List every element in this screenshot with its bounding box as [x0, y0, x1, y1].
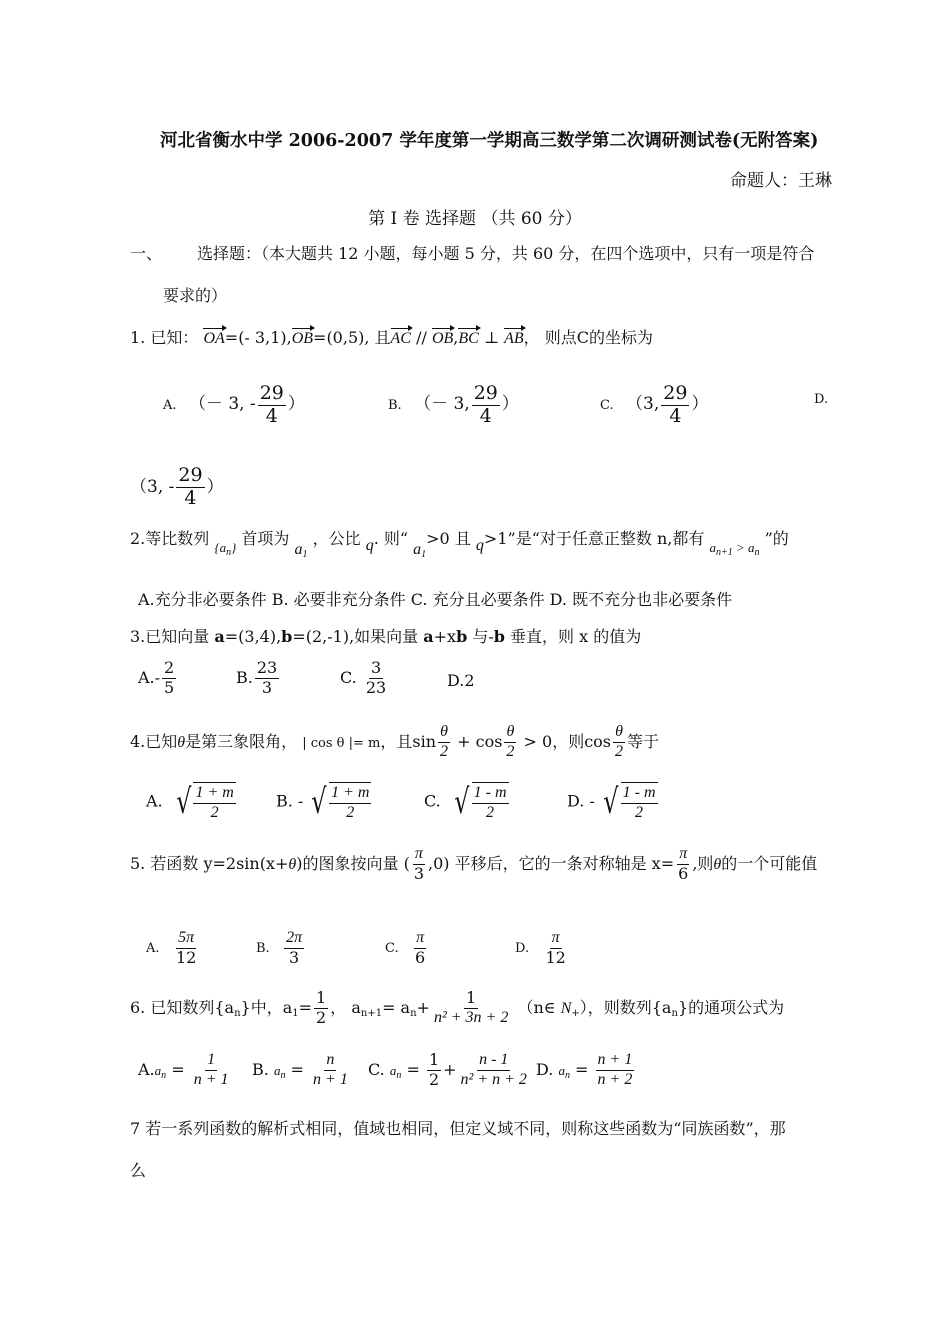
option-label: A. — [146, 791, 163, 811]
intro-line2: 要求的） — [163, 286, 228, 305]
q2-options: A.充分非必要条件 B. 必要非充分条件 C. 充分且必要条件 D. 既不充分也非必要条件 — [138, 590, 733, 609]
option-label: D. — [515, 940, 530, 956]
equals: = — [569, 1059, 594, 1079]
denominator: 2 — [316, 1007, 327, 1027]
numerator: 1 - m — [621, 785, 658, 804]
numerator: 29 — [259, 382, 284, 404]
vector-a: a — [214, 627, 225, 646]
sin: sin — [412, 731, 437, 751]
numerator: 1 — [205, 1052, 217, 1071]
numerator: 1 — [316, 988, 327, 1007]
q1-eq2: =(0,5), 且 — [313, 328, 391, 347]
q1-eq1: =(- 3,1), — [224, 328, 292, 347]
denominator: 2 — [428, 1069, 440, 1089]
denominator: 3 — [289, 947, 300, 967]
denominator: 4 — [479, 404, 492, 427]
denominator: 12 — [175, 947, 197, 967]
option-close: ） — [691, 393, 709, 414]
a1 — [413, 541, 426, 558]
q5-text: )的图象按向量 ( — [296, 853, 410, 873]
fraction — [621, 782, 658, 822]
fraction — [459, 1052, 529, 1089]
numerator: θ — [438, 724, 450, 743]
fraction — [432, 990, 510, 1027]
intro-number: 一、 — [130, 244, 163, 263]
fraction — [258, 384, 286, 427]
fraction — [192, 1052, 231, 1089]
q4-option-a — [146, 782, 238, 822]
option-label: B. — [256, 940, 270, 956]
equals: = — [401, 1059, 425, 1079]
denominator: 6 — [415, 947, 426, 967]
q5-text: ,0) 平移后，它的一条对称轴是 x= — [428, 853, 675, 873]
subscript: 1 — [292, 1007, 299, 1019]
var-a: a — [273, 1062, 281, 1078]
fraction — [176, 466, 204, 509]
fraction — [193, 782, 235, 822]
subscript: 1 — [421, 549, 427, 560]
option-label: C. — [368, 1059, 385, 1079]
vector-ob-2: OB — [431, 330, 454, 347]
q3-option-a — [138, 660, 178, 697]
theta: θ — [288, 855, 297, 873]
subscript: n+1 — [360, 1007, 383, 1019]
q6-option-b — [252, 1052, 352, 1089]
fraction — [661, 384, 689, 427]
numerator: 3 — [370, 658, 382, 677]
q1-lead: 1. 已知： — [130, 328, 199, 347]
option-label: B. — [252, 1059, 269, 1079]
gt: > — [732, 540, 748, 555]
option-close: ） — [501, 393, 519, 414]
denominator: n + 2 — [597, 1070, 633, 1088]
q1-option-d-label: D. — [814, 392, 829, 407]
question-7-line1: 7 若一系列函数的解析式相同，值域也相同，但定义域不同，则称这些函数为“同族函数”，那 — [130, 1119, 786, 1138]
option-label: D. - — [567, 791, 595, 811]
question-5 — [130, 846, 817, 883]
fraction — [412, 846, 426, 883]
subscript: + — [571, 1007, 580, 1019]
gt-zero: > 0 — [518, 731, 553, 751]
option-label: C. — [600, 397, 614, 413]
q6-option-d — [536, 1052, 636, 1089]
option-label: B. — [236, 667, 253, 687]
perp-symbol: ⊥ — [483, 328, 499, 347]
q4-option-c — [424, 782, 511, 822]
numerator: π — [414, 930, 426, 949]
plus: + — [416, 997, 430, 1017]
subscript: n — [226, 547, 232, 558]
radical-icon: √ — [603, 781, 619, 822]
numerator: n + 1 — [596, 1052, 635, 1071]
vector-bc: BC — [458, 330, 479, 347]
numerator: 29 — [473, 382, 498, 404]
numerator: π — [677, 846, 689, 865]
q2-text: ，公比 — [312, 529, 361, 548]
q5-option-d — [515, 930, 570, 967]
q5-text: ,则 — [692, 853, 714, 873]
ratio-q: q — [475, 537, 484, 554]
option-label: D. — [536, 1059, 554, 1079]
vector-ob: OB — [291, 330, 314, 347]
var: a — [294, 541, 303, 558]
numerator: 1 — [466, 988, 477, 1007]
q4-text: 4.已知 — [130, 731, 178, 751]
option-label: C. — [340, 667, 357, 687]
cos: cos — [584, 731, 612, 751]
q1-tail: ， 则点C的坐标为 — [523, 328, 653, 347]
sqrt — [451, 782, 511, 822]
numerator: π — [413, 846, 425, 865]
natural-set: N — [560, 999, 572, 1017]
numerator: 29 — [178, 464, 203, 486]
q5-option-a — [146, 930, 200, 967]
option-label: C. — [424, 791, 441, 811]
subscript: n — [396, 1069, 402, 1081]
q1-option-c — [600, 384, 708, 427]
denominator: 2 — [346, 803, 355, 821]
q1-option-d — [130, 466, 224, 509]
denominator: 5 — [164, 677, 175, 697]
q3-text: +x — [433, 627, 457, 646]
denominator: 2 — [440, 742, 449, 760]
numerator: θ — [504, 724, 516, 743]
author: 命题人：王琳 — [730, 171, 832, 191]
q4-text: ，且 — [380, 731, 413, 751]
sequence-an — [214, 540, 237, 558]
numerator: n — [324, 1052, 336, 1071]
var: a — [747, 540, 755, 555]
q6-text: （n∈ — [517, 997, 561, 1017]
denominator: 12 — [545, 947, 566, 967]
q1-comma: , — [453, 328, 459, 347]
var-a: a — [154, 1062, 162, 1078]
q5-option-c — [385, 930, 429, 967]
ratio-q: q — [365, 537, 374, 554]
var-a: a — [558, 1062, 565, 1078]
option-label: B. - — [276, 791, 304, 811]
fraction — [596, 1052, 635, 1089]
numerator: θ — [613, 724, 625, 743]
subscript: n — [234, 1007, 241, 1019]
fraction — [676, 846, 690, 883]
numerator: 2 — [164, 658, 175, 677]
denominator: 4 — [265, 404, 278, 427]
denominator: 4 — [184, 486, 197, 509]
var-a: a — [389, 1062, 397, 1078]
option-text: （－ 3, - — [188, 393, 256, 414]
denominator: n² + 3n + 2 — [433, 1008, 509, 1026]
theta: θ — [177, 733, 186, 751]
q5-text: 5. 若函数 y=2sin(x+ — [130, 853, 289, 873]
equals: = — [298, 997, 313, 1017]
fraction — [472, 384, 500, 427]
denominator: 2 — [615, 742, 624, 760]
q4-text: 等于 — [627, 731, 660, 751]
q3-text: =(2,-1),如果向量 — [292, 627, 424, 646]
q4-text: ，则 — [552, 731, 585, 751]
numerator: 1 — [428, 1050, 440, 1069]
q4-option-b — [276, 782, 373, 822]
page-title: 河北省衡水中学 2006-2007 学年度第一学期高三数学第二次调研测试卷(无附答案) — [160, 131, 819, 151]
set-close: } — [231, 540, 237, 555]
denominator: n + 1 — [313, 1070, 348, 1088]
option-label: A. — [146, 940, 160, 956]
fraction — [284, 930, 304, 967]
subscript: n — [280, 1069, 286, 1081]
numerator: π — [550, 930, 562, 949]
fraction — [504, 724, 516, 761]
sqrt — [308, 782, 373, 822]
numerator: 2π — [284, 930, 304, 949]
fraction — [438, 724, 450, 761]
denominator: n + 1 — [193, 1070, 229, 1088]
var: a — [413, 541, 422, 558]
fraction — [329, 782, 371, 822]
q4-text: 是第三象限角， — [185, 731, 298, 751]
subscript: n — [161, 1069, 167, 1081]
vector-oa: OA — [203, 330, 225, 347]
option-text: （3, — [626, 393, 660, 414]
option-text: （3, - — [130, 476, 175, 497]
q2-text: . 则“ — [373, 529, 409, 548]
question-6 — [130, 990, 784, 1027]
subscript: n — [564, 1069, 570, 1081]
radical-icon: √ — [454, 781, 470, 822]
option-label: A. — [163, 397, 177, 413]
fraction — [174, 930, 198, 967]
equals: = — [166, 1059, 190, 1079]
subscript: n — [671, 1007, 678, 1019]
option-close: ） — [206, 476, 224, 497]
option-label: A.- — [138, 667, 161, 687]
denominator: 3 — [261, 677, 273, 697]
option-label: C. — [385, 940, 399, 956]
sqrt — [600, 782, 660, 822]
q2-text: 2.等比数列 — [130, 529, 210, 548]
q2-text: ”的 — [764, 529, 789, 548]
question-4 — [130, 724, 659, 761]
q2-text: >0 且 — [426, 529, 471, 548]
denominator: 23 — [365, 677, 387, 697]
option-label: A. — [138, 1059, 155, 1079]
denominator: 2 — [635, 803, 644, 821]
option-close: ） — [287, 393, 305, 414]
q2-text: >1”是“对于任意正整数 n,都有 — [483, 529, 705, 548]
fraction — [472, 782, 509, 822]
abs-cos: | cos θ |= m — [302, 735, 381, 751]
question-7-line2: 么 — [130, 1161, 147, 1180]
question-2 — [130, 526, 789, 560]
vector-b: b — [456, 627, 468, 646]
equals: = — [285, 1059, 310, 1079]
sqrt — [173, 782, 238, 822]
q3-text: 垂直，则 x 的值为 — [504, 627, 642, 646]
vector-b: b — [493, 627, 505, 646]
fraction — [544, 930, 568, 967]
subscript: 1 — [302, 549, 308, 560]
denominator: 2 — [506, 742, 515, 760]
section-heading: 第 I 卷 选择题 （共 60 分） — [368, 209, 582, 229]
numerator: 23 — [256, 658, 278, 677]
denominator: 6 — [678, 863, 689, 883]
denominator: 3 — [413, 863, 424, 883]
fraction — [413, 930, 427, 967]
fraction — [427, 1052, 441, 1089]
vector-ac: AC — [390, 330, 411, 347]
q1-option-a — [163, 384, 305, 427]
q6-text: 6. 已知数列{a — [130, 997, 235, 1017]
numerator: 29 — [663, 382, 688, 404]
inequality — [709, 540, 760, 558]
q3-text: =(3,4), — [224, 627, 282, 646]
numerator: 1 + m — [193, 785, 235, 804]
denominator: 4 — [669, 404, 682, 427]
q2-text: 首项为 — [241, 529, 290, 548]
intro-line1: 选择题：（本大题共 12 小题，每小题 5 分，共 60 分，在四个选项中，只有一项是符合 — [197, 244, 815, 263]
radical-icon: √ — [311, 781, 327, 822]
numerator: 5π — [176, 930, 196, 949]
var: a — [709, 540, 716, 555]
fraction — [255, 660, 279, 697]
fraction — [314, 990, 328, 1027]
q6-text: = a — [382, 997, 411, 1017]
vector-a: a — [423, 627, 434, 646]
q6-text: ， a — [330, 997, 361, 1017]
question-1 — [130, 325, 653, 348]
q3-text: 与- — [467, 627, 494, 646]
q3-text: 3.已知向量 — [130, 627, 215, 646]
vector-b: b — [281, 627, 293, 646]
denominator: n² + n + 2 — [460, 1070, 527, 1088]
option-label: B. — [388, 397, 402, 413]
numerator: 1 - m — [472, 785, 509, 804]
question-3 — [130, 624, 641, 647]
q5-text: 的一个可能值 — [721, 853, 818, 873]
q1-option-b — [388, 384, 519, 427]
fraction — [613, 724, 625, 761]
denominator: 2 — [486, 803, 495, 821]
theta: θ — [713, 855, 722, 873]
fraction — [311, 1052, 350, 1089]
q6-text: }的通项公式为 — [677, 997, 785, 1017]
option-text: （－ 3, — [414, 393, 470, 414]
q3-option-b — [236, 660, 281, 697]
q4-option-d — [567, 782, 660, 822]
a1 — [294, 541, 307, 558]
q6-text: ），则数列{a — [579, 997, 672, 1017]
numerator: 1 + m — [329, 785, 371, 804]
q3-option-d: D.2 — [447, 671, 475, 690]
radical-icon: √ — [176, 781, 192, 822]
subscript: n — [410, 1007, 417, 1019]
q6-text: }中，a — [240, 997, 293, 1017]
subscript: n — [754, 547, 760, 558]
numerator: n - 1 — [477, 1052, 510, 1071]
q6-option-a — [138, 1052, 233, 1089]
subscript: n+1 — [715, 547, 733, 558]
fraction — [162, 660, 176, 697]
fraction — [364, 660, 388, 697]
vector-ab: AB — [504, 330, 524, 347]
parallel-symbol: // — [416, 328, 427, 347]
set-open: {a — [214, 540, 227, 555]
q3-option-c — [340, 660, 390, 697]
q6-option-c: C. $a_n$ = $\frac{1}{2}$ + $\frac{n - 1}{\text{n² + n + 2}}$ — [368, 1050, 527, 1089]
q5-option-b — [256, 930, 306, 967]
cos: cos — [475, 731, 503, 751]
denominator: 2 — [210, 803, 219, 821]
plus: + — [452, 731, 476, 751]
